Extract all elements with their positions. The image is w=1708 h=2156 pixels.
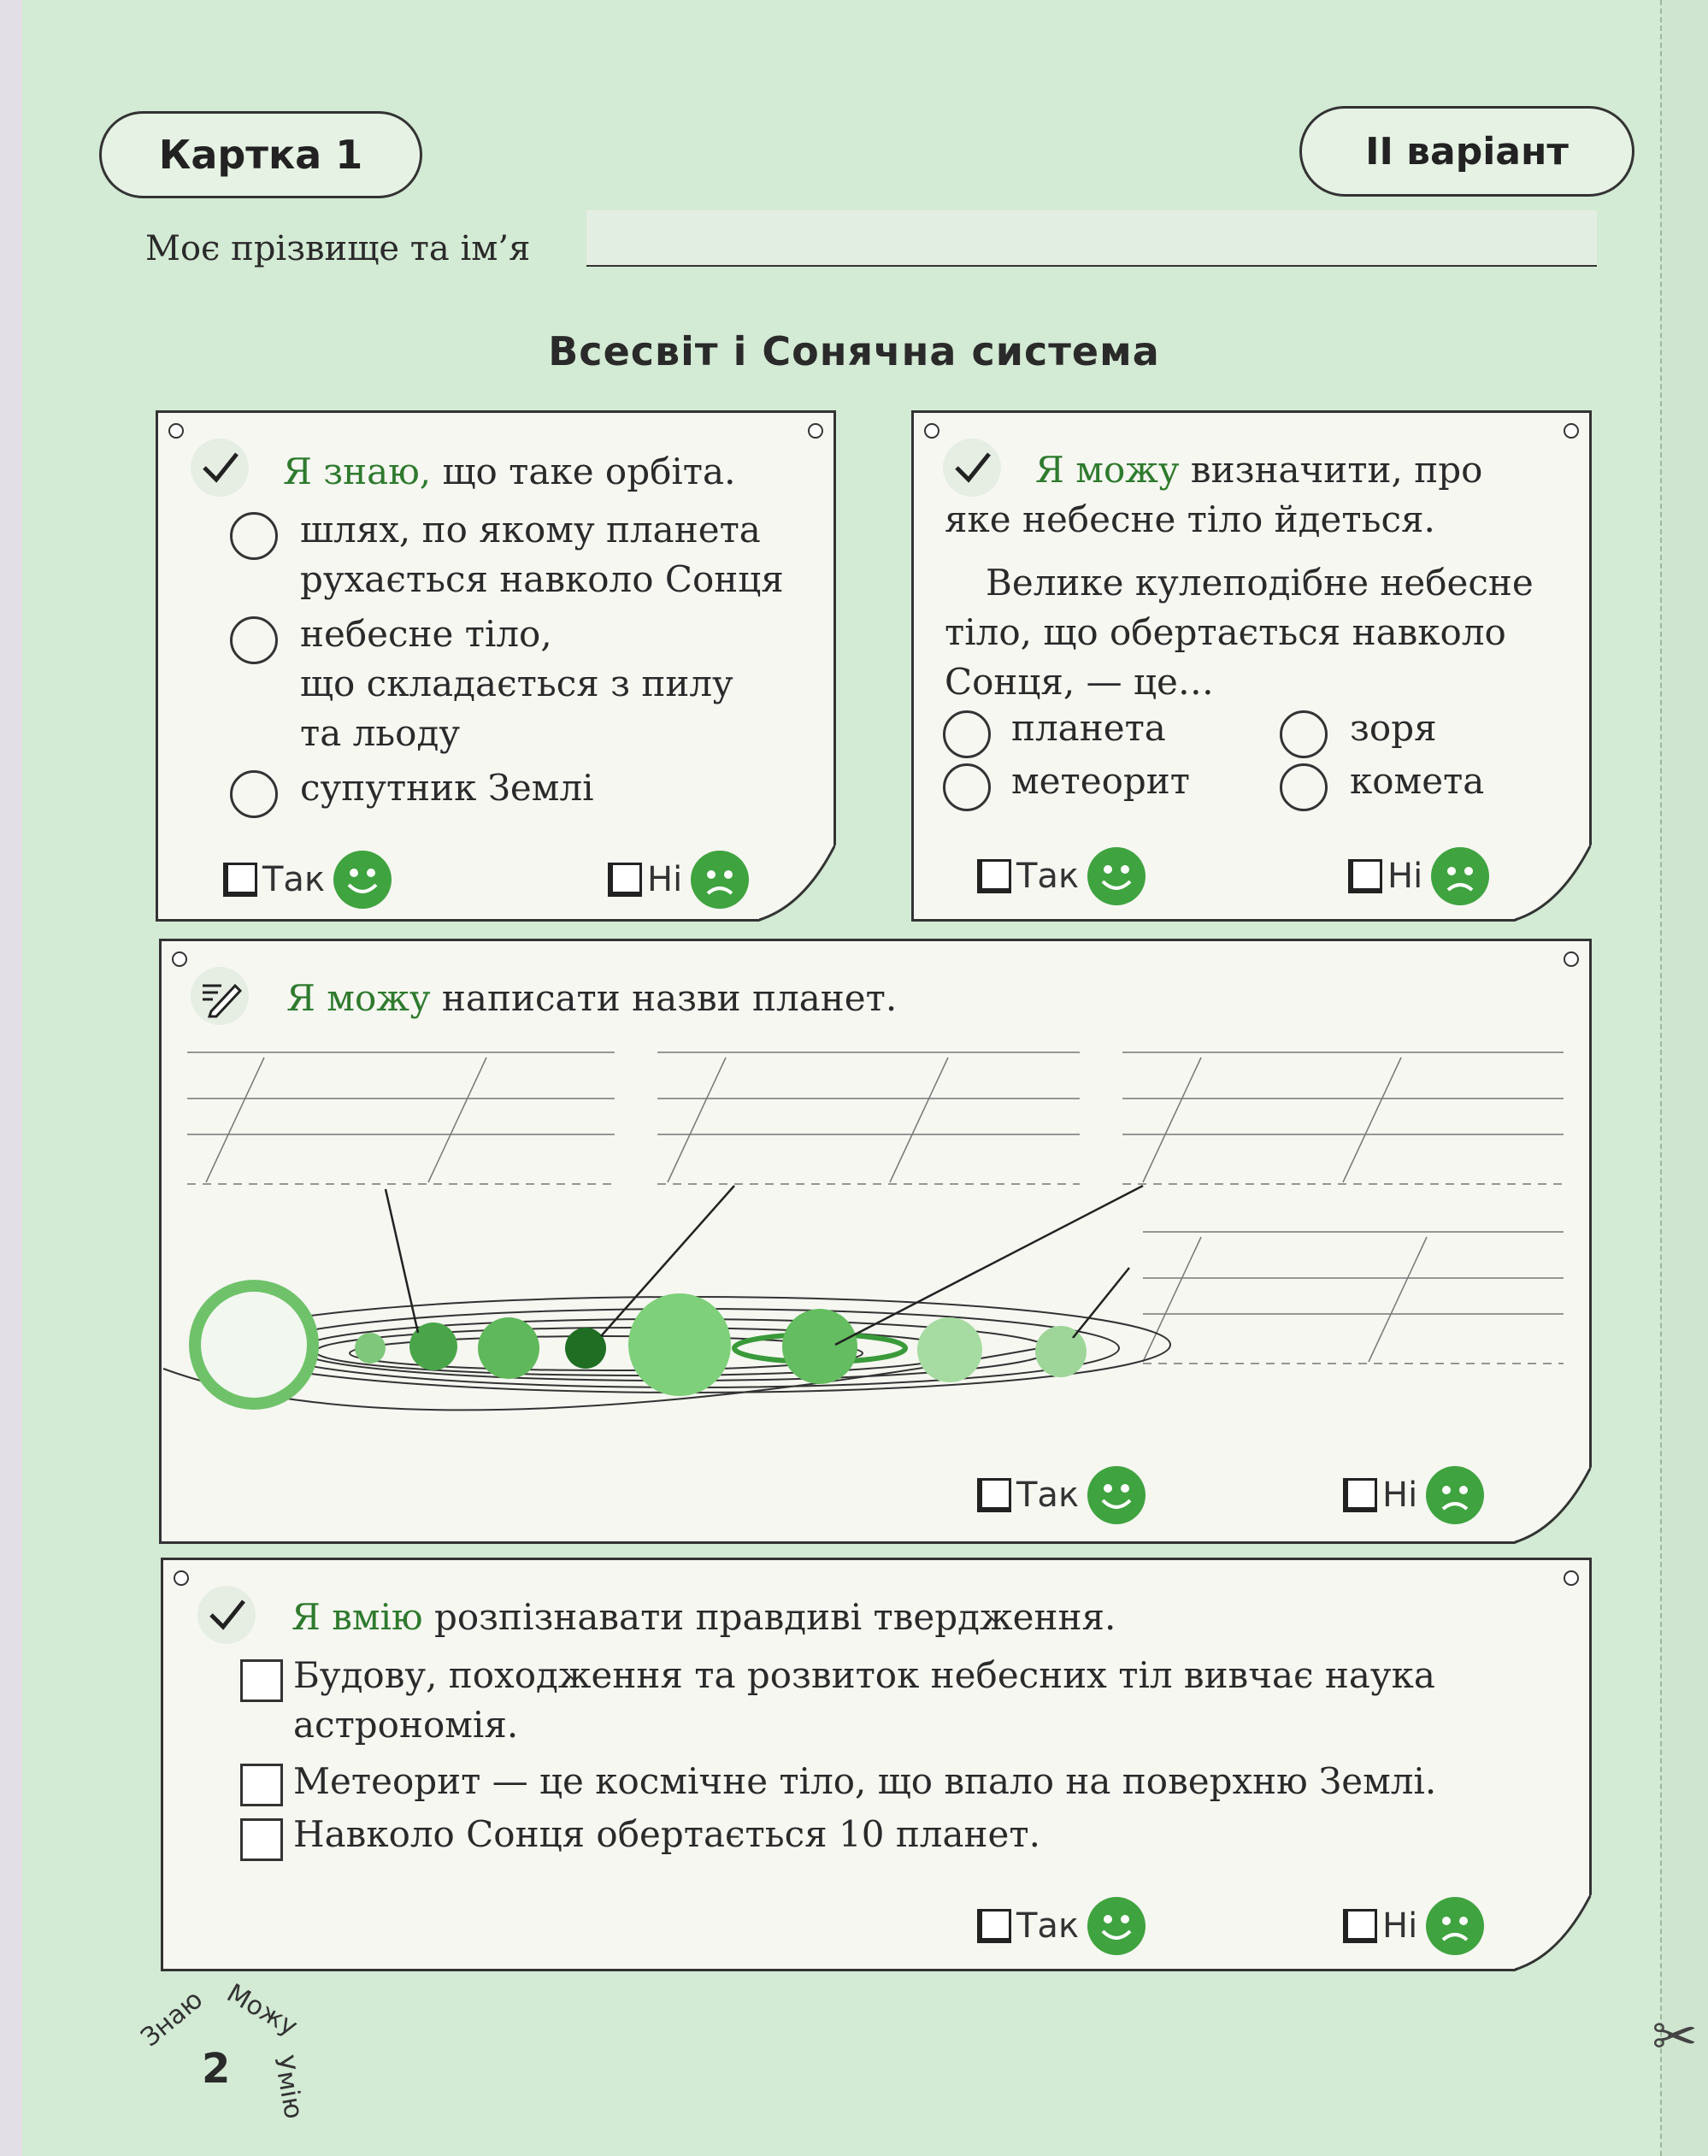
card-orbit [156,410,836,922]
option-text: зоря [1350,707,1437,749]
sad-icon [1426,1897,1484,1955]
name-label: Моє прізвище та ім’я [145,229,531,268]
planet-neptune [1035,1326,1087,1377]
self-check-no[interactable]: Ні [1348,847,1489,905]
self-check-no[interactable]: Ні [1343,1466,1484,1524]
planet-mars [565,1328,606,1369]
logo-word-able: Умію [268,2053,309,2122]
sad-icon [1431,847,1489,905]
smile-icon [333,851,392,909]
option-text: супутник Землі [300,767,594,809]
self-check-yes[interactable]: Так [977,1897,1146,1955]
card-true-statements [161,1558,1592,1971]
option-text: планета [1011,707,1166,749]
card-heading: Я можу написати назви планет. [286,977,898,1019]
punch-hole [808,423,823,439]
sad-icon [691,851,749,909]
punch-hole [174,1570,189,1586]
option-text: шлях, по якому планета рухається навколо Сонця [300,509,784,600]
page-title: Всесвіт і Сонячна система [548,328,1160,374]
writing-lines[interactable] [187,1052,1564,1364]
statement-checkbox[interactable] [240,1764,283,1806]
smile-icon [1087,1466,1146,1524]
option-text: комета [1350,760,1485,802]
no-checkbox[interactable] [1343,1909,1377,1943]
punch-hole [1564,1570,1579,1586]
yes-checkbox[interactable] [977,859,1011,893]
card-planet-names [159,939,1592,1544]
no-checkbox[interactable] [1343,1478,1377,1512]
yes-checkbox[interactable] [977,1478,1011,1512]
card-heading: Я вмію розпізнавати правдиві твердження. [292,1596,1116,1638]
punch-hole [924,423,939,439]
page-number: 2 [202,2045,231,2093]
question-text: Велике кулеподібне небесне тіло, що обертається навколо Сонця, — це… [945,562,1534,703]
self-check-yes[interactable]: Так [223,851,392,909]
check-icon [943,439,1001,497]
option-text: небесне тіло, що складається з пилу та льоду [300,613,733,754]
card-celestial-body [911,410,1592,922]
page-curl [759,845,836,922]
planet-uranus [917,1317,982,1382]
self-check-no[interactable]: Ні [1343,1897,1484,1955]
statement-checkbox[interactable] [240,1818,283,1861]
self-check-yes[interactable]: Так [977,1466,1146,1524]
smile-icon [1087,1897,1146,1955]
punch-hole [1564,423,1579,439]
card-heading: Я знаю, що таке орбіта. [283,451,736,492]
planet-diagram [162,941,1589,1541]
name-input-line[interactable] [586,210,1597,267]
option-text: метеорит [1011,760,1191,802]
option-radio[interactable] [230,616,278,664]
no-checkbox[interactable] [608,863,642,897]
option-radio[interactable] [943,763,991,811]
option-radio[interactable] [943,710,991,758]
logo-word-can: Можу [221,1978,303,2042]
card-label: Картка 1 [99,111,422,198]
page-curl [1515,1467,1592,1544]
statement-checkbox[interactable] [240,1659,283,1702]
planet-earth [478,1317,539,1379]
card-heading: Я можу визначити, про [1035,449,1483,491]
yes-checkbox[interactable] [223,863,257,897]
statement-text: Будову, походження та розвиток небесних тіл вивчає наука астрономія. [293,1654,1435,1746]
page-curl [1515,845,1592,922]
punch-hole [168,423,184,439]
variant-label: II варіант [1299,106,1634,197]
self-check-no[interactable]: Ні [608,851,749,909]
planet-mercury [355,1333,386,1364]
check-icon [191,439,249,497]
option-radio[interactable] [230,512,278,560]
self-check-yes[interactable]: Так [977,847,1146,905]
option-radio[interactable] [1280,710,1328,758]
sun [189,1280,319,1410]
logo-word-know: Знаю [135,1984,209,2053]
option-radio[interactable] [1280,763,1328,811]
planet-saturn [782,1309,857,1384]
binding-edge [0,0,22,2156]
scissors-icon: ✂ [1652,2006,1698,2069]
card-heading-line2: яке небесне тіло йдеться. [945,498,1435,540]
option-radio[interactable] [230,770,278,818]
statement-text: Метеорит — це космічне тіло, що впало на поверхню Землі. [293,1760,1437,1802]
no-checkbox[interactable] [1348,859,1382,893]
check-icon [197,1586,256,1644]
planet-jupiter [628,1293,731,1396]
smile-icon [1087,847,1146,905]
cut-line [1660,0,1708,2156]
statement-text: Навколо Сонця обертається 10 планет. [293,1813,1040,1855]
yes-checkbox[interactable] [977,1909,1011,1943]
sad-icon [1426,1466,1484,1524]
page-curl [1515,1894,1592,1971]
